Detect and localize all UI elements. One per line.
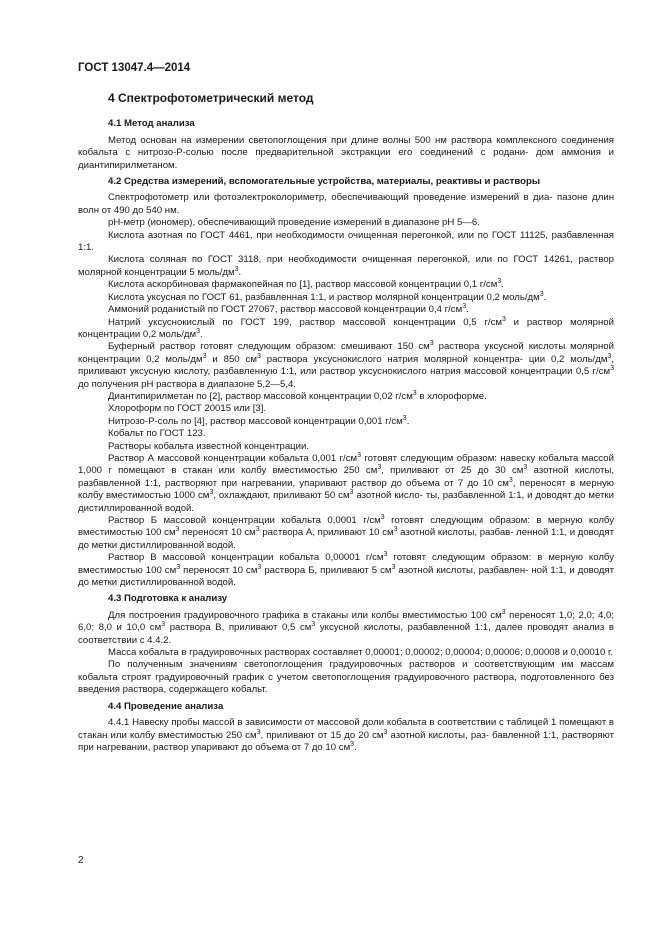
paragraph: Метод основан на измерении светопоглощения при длине волны 500 нм раствора комплексного соединения кобальта с нитрозо-Р-солью после предварительной экстракции его соединений с родани- дом аммония и диантипирилметаном. [78, 134, 614, 171]
paragraph: Кислота азотная по ГОСТ 4461, при необходимости очищенная перегонкой, или по ГОСТ 11125, разбавленная 1:1. [78, 229, 614, 254]
paragraph: Аммоний роданистый по ГОСТ 27067, раствор массовой концентрации 0,4 $г/см^3$. [108, 302, 469, 316]
paragraph: Для построения градуировочного графика в стаканы или колбы вместимостью 100 $см^3$ переносят 1,0; 2,0; 4,0; 6,0; 8,0 и 10,0 $см^3$ раствора В, приливают 0,5 $см^3$ уксусной кислоты, разбавленной 1:1, далее проводят анализ в соответствии с 4.4.2. [78, 608, 615, 646]
paragraph: Кислота аскорбиновая фармакопейная по [1], раствор массовой концентрации 0,1 $г/см^3$. [108, 278, 504, 291]
paragraph: Масса кобальта в градуировочных растворах составляет 0,00001; 0,00002; 0,00004; 0,00006; 0,00008 и 0,00010 г. [108, 647, 614, 659]
paragraph: Кислота уксусная по ГОСТ 61, разбавленная 1:1, и раствор молярной концентрации 0,2 моль/$дм^3$. [108, 290, 547, 303]
paragraph: Нитрозо-Р-соль по [4], раствор массовой концентрации 0,001 $г/см^3$. [108, 414, 410, 427]
page-number: 2 [78, 855, 84, 866]
subsection-4-2-title: 4.2 Средства измерений, вспомогательные устройства, материалы, реактивы и растворы [108, 176, 541, 188]
paragraph: Спектрофотометр или фотоэлектроколориметр, обеспечивающий проведение измерений в диа- пазоне длин волн от 490 до 540 нм. [78, 192, 614, 216]
paragraph: Раствор Б массовой концентрации кобальта 0,0001 $г/см^3$ готовят следующим образом: в мерную колбу вместимостью 100 $см^3$ переносят 10 $см^3$ раствора А, приливают 10 $см^3$ азотной кислоты, разбав- ленной 1:1, и доводят до метки дистиллированной водой. [78, 513, 614, 551]
paragraph: Кобальт по ГОСТ 123. [108, 428, 206, 440]
subsection-4-4-title: 4.4 Проведение анализа [108, 700, 224, 712]
paragraph: Растворы кобальта известной концентрации. [108, 440, 310, 452]
document-header: ГОСТ 13047.4—2014 [78, 62, 191, 74]
subsection-4-3-title: 4.3 Подготовка к анализу [108, 593, 228, 605]
paragraph: 4.4.1 Навеску пробы массой в зависимости от массовой доли кобальта в соответствии с таблицей 1 помещают в стакан или колбу вместимостью 250 $см^3$, приливают от 15 до 20 $см^3$ азотной кислоты, раз- бавленной 1:1, растворяют при нагревании, раствор упаривают до объема от 7 до 10 $см^3$. [78, 717, 614, 753]
paragraph: Буферный раствор готовят следующим образом: смешивают 150 $см^3$ раствора уксусной кислоты молярной концентрации 0,2 моль/$дм^3$ и 850 $см^3$ раствора уксуснокислого натрия молярной концентра- ции 0,2 моль/$дм^3$, приливают уксусную кислоту, разбавленную 1:1, или раствор уксуснокислого натрия массовой концентрации 0,5 $г/см^3$ до получения pH раствора в диапазоне 5,2—5,4. [78, 340, 614, 390]
page-content [78, 92, 614, 754]
paragraph: По полученным значениям светопоглощения градуировочных растворов и соответствующим им массам кобальта строят градуировочный график с учетом светопоглощения градуировочного раствора, подготовленного без введения раствора, содержащего кобальт. [78, 659, 614, 696]
section-title: 4 Спектрофотометрический метод [108, 91, 314, 105]
paragraph: Диантипирилметан по [2], раствор массовой концентрации 0,02 $г/см^3$ в хлороформе. [108, 389, 487, 402]
subsection-4-1-title: 4.1 Метод анализа [108, 118, 195, 130]
paragraph: Раствор В массовой концентрации кобальта 0,00001 $г/см^3$ готовят следующим образом: в мерную колбу вместимостью 100 $см^3$ переносят 10 $см^3$ раствора Б, приливают 5 $см^3$ азотной кислоты, разбавлен- ной 1:1, и доводят до метки дистиллированной водой. [78, 551, 614, 589]
paragraph: pH-метр (иономер), обеспечивающий проведение измерений в диапазоне pH 5—6. [108, 217, 480, 229]
paragraph: Хлороформ по ГОСТ 20015 или [3]. [108, 403, 267, 415]
paragraph: Кислота соляная по ГОСТ 3118, при необходимости очищенная перегонкой, или по ГОСТ 14261, раствор молярной концентрации 5 моль/$дм^3$. [78, 254, 614, 278]
paragraph: Раствор А массовой концентрации кобальта 0,001 $г/см^3$ готовят следующим образом: навеску кобальта массой 1,000 г помещают в стакан или колбу вместимостью 250 $см^3$, приливают от 25 до 30 $см^3$ азотной кислоты, разбавленной 1:1, растворяют при нагревании, упаривают раствор до объема от 7 до 10 $см^3$, переносят в мерную колбу вместимостью 1000 $см^3$, охлаждают, приливают 50 $см^3$ азотной кисло- ты, разбавленной 1:1, и доводят до метки дистиллированной водой. [78, 451, 615, 514]
paragraph: Натрий уксуснокислый по ГОСТ 199, раствор массовой концентрации 0,5 $г/см^3$ и раствор молярной концентрации 0,2 моль/$дм^3$. [78, 315, 614, 340]
